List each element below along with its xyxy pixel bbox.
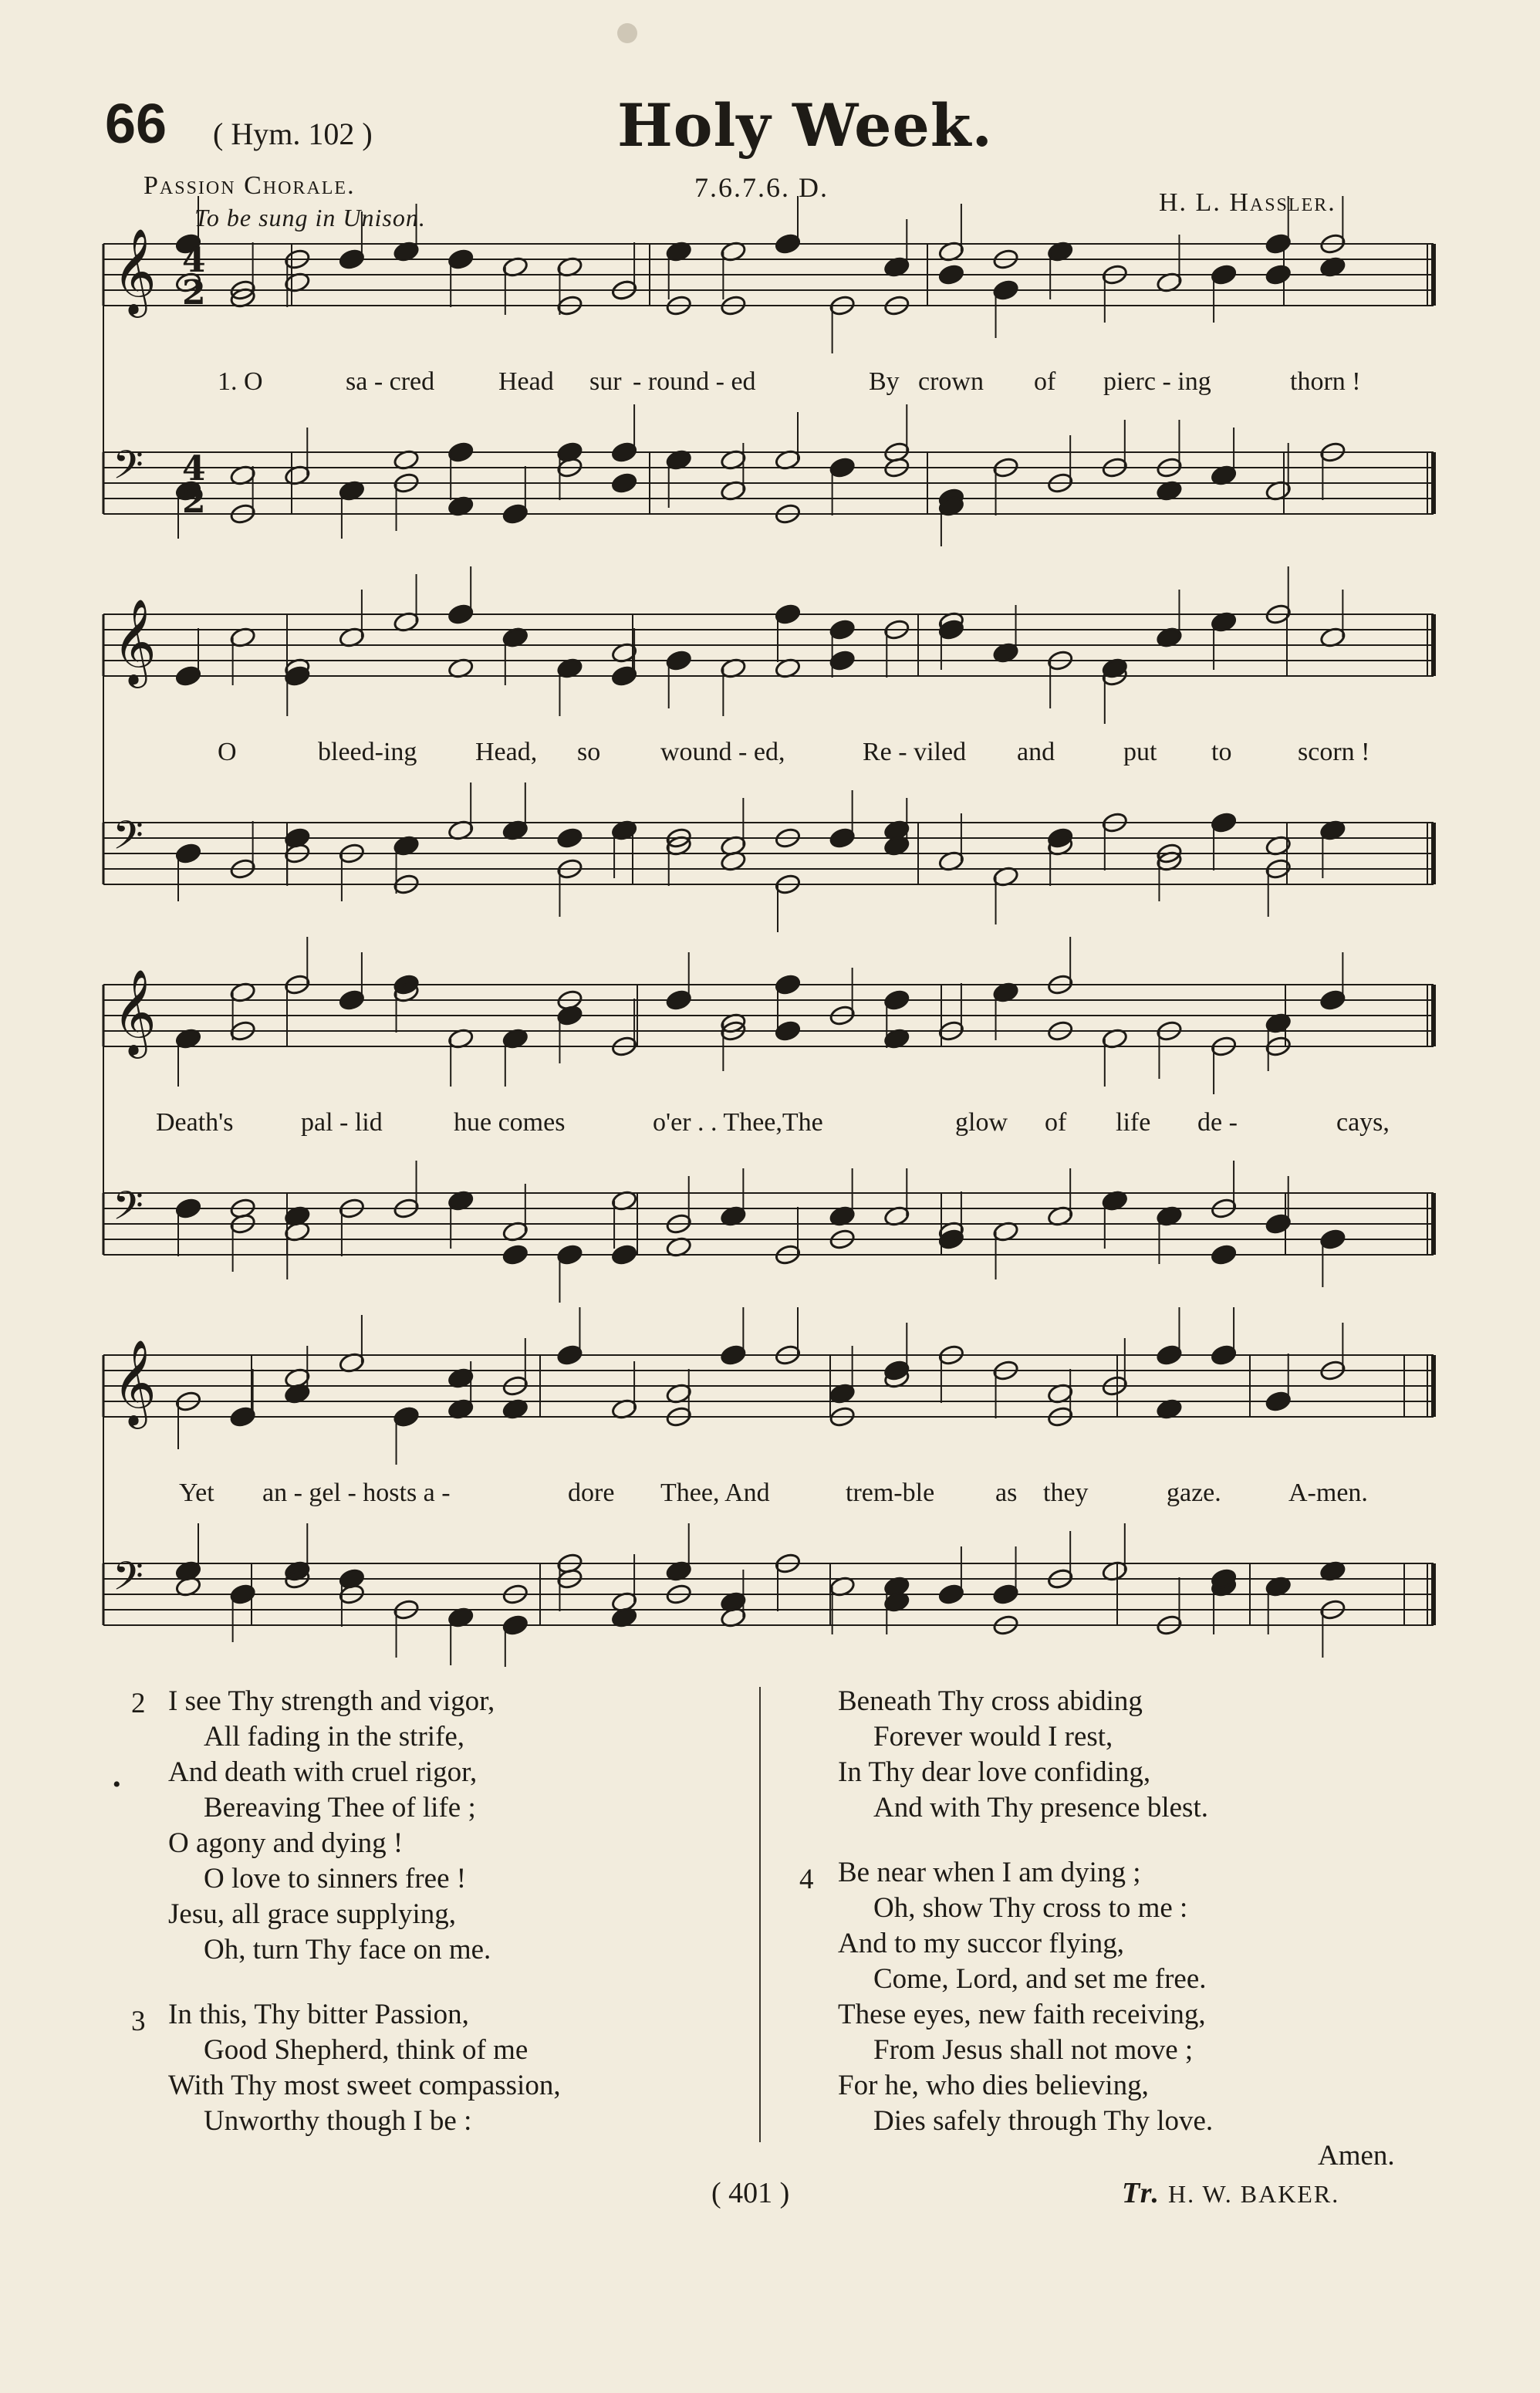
lyric-syllable: to: [1211, 738, 1232, 766]
lyric-syllable: Head: [498, 367, 554, 396]
verse-line: Jesu, all grace supplying,: [168, 1898, 456, 1930]
verse-line: For he, who dies believing,: [838, 2070, 1149, 2101]
verse-line: Bereaving Thee of life ;: [204, 1792, 476, 1823]
note-head: [1265, 263, 1292, 286]
verse-number: 4: [799, 1864, 814, 1895]
lyric-syllable: and: [1017, 738, 1055, 766]
verse-line: Forever would I rest,: [873, 1721, 1113, 1753]
tune-name: Passion Chorale.: [144, 171, 356, 200]
treble-clef: 𝄞: [113, 968, 157, 1055]
composer: H. L. Hassler.: [1159, 188, 1336, 217]
translator-prefix: Tr.: [1122, 2177, 1160, 2209]
verse-3-continued: [838, 1684, 1208, 1826]
lyric-syllable: they: [1043, 1479, 1089, 1507]
amen: Amen.: [1318, 2140, 1395, 2172]
verse-line: O love to sinners free !: [204, 1863, 467, 1894]
note-head: [937, 263, 964, 286]
lyric-syllable: thorn !: [1290, 367, 1361, 396]
bass-clef: 𝄢: [113, 1182, 144, 1239]
verse-4: [838, 1855, 1213, 2139]
meter: 7.6.7.6. D.: [694, 172, 829, 203]
verse-line: From Jesus shall not move ;: [873, 2034, 1194, 2066]
lyric-syllable: glow: [955, 1108, 1008, 1137]
column-divider: [759, 1687, 761, 2142]
verse-line: And to my succor flying,: [838, 1928, 1124, 1959]
treble-clef: 𝄞: [113, 598, 157, 684]
verse-line: O agony and dying !: [168, 1827, 404, 1859]
lyric-syllable: Thee, And: [660, 1479, 770, 1507]
verse-line: All fading in the strife,: [204, 1721, 465, 1753]
verse-number: 3: [131, 2006, 146, 2037]
lyric-syllable: Yet: [179, 1479, 214, 1507]
verse-line: Come, Lord, and set me free.: [873, 1963, 1207, 1995]
verse-line: Dies safely through Thy love.: [873, 2105, 1214, 2137]
verse-line: And with Thy presence blest.: [873, 1792, 1208, 1823]
bass-clef: 𝄢: [113, 1553, 144, 1609]
lyric-syllable: de -: [1197, 1108, 1238, 1137]
lyric-syllable: as: [995, 1479, 1018, 1507]
performance-instruction: To be sung in Unison.: [194, 204, 426, 232]
verse-line: And death with cruel rigor,: [168, 1756, 478, 1788]
lyric-syllable: put: [1123, 738, 1157, 766]
note-head: [611, 472, 638, 494]
lyric-syllable: sa - cred: [346, 367, 435, 396]
hymn-number: 66: [105, 93, 167, 155]
lyric-syllable: cays,: [1336, 1108, 1390, 1137]
lyric-syllable: bleed-ing: [318, 738, 417, 766]
treble-clef: 𝄞: [113, 1339, 157, 1425]
lyric-syllable: o'er . . Thee,The: [653, 1108, 823, 1137]
lyric-syllable: wound - ed,: [660, 738, 785, 766]
verse-number: 2: [131, 1688, 146, 1719]
time-signature-bottom: 2: [182, 482, 206, 521]
lyric-syllable: scorn !: [1298, 738, 1370, 766]
verse-line: Oh, turn Thy face on me.: [204, 1934, 491, 1965]
verse-2: [168, 1684, 495, 1968]
hymn-reference: ( Hym. 102 ): [213, 117, 373, 151]
verse-line: These eyes, new faith receiving,: [838, 1999, 1206, 2030]
lyric-syllable: an - gel - hosts a -: [262, 1479, 451, 1507]
bullet-mark: •: [113, 1772, 121, 1797]
translator-name: H. W. BAKER.: [1168, 2180, 1340, 2208]
lyric-syllable: crown: [918, 367, 984, 396]
lyric-syllable: By: [869, 367, 900, 396]
lyric-syllable: of: [1034, 367, 1056, 396]
verse-line: In this, Thy bitter Passion,: [168, 1999, 469, 2030]
lyric-syllable: - round - ed: [633, 367, 756, 396]
lyric-syllable: A-men.: [1288, 1479, 1368, 1507]
verse-line: With Thy most sweet compassion,: [168, 2070, 561, 2101]
lyric-syllable: trem-ble: [846, 1479, 935, 1507]
verse-line: Oh, show Thy cross to me :: [873, 1892, 1188, 1924]
translator-credit: [1122, 2176, 1339, 2210]
page-title: Holy Week.: [617, 91, 993, 160]
lyric-syllable: of: [1045, 1108, 1067, 1137]
bass-clef: 𝄢: [113, 441, 144, 498]
lyric-syllable: 1. O: [218, 367, 263, 396]
note-head: [1211, 1243, 1238, 1266]
treble-clef: 𝄞: [113, 228, 157, 314]
lyric-syllable: gaze.: [1167, 1479, 1221, 1507]
time-signature-top: 4: [182, 241, 206, 280]
time-signature-bottom: 2: [182, 273, 206, 313]
bass-clef: 𝄢: [113, 812, 144, 868]
lyric-syllable: pierc - ing: [1103, 367, 1211, 396]
lyric-syllable: Head,: [475, 738, 538, 766]
note-head: [556, 826, 583, 849]
lyric-syllable: pal - lid: [301, 1108, 383, 1137]
time-signature-top: 4: [182, 449, 206, 488]
lyric-syllable: O: [218, 738, 237, 766]
verse-line: Beneath Thy cross abiding: [838, 1685, 1143, 1717]
lyric-syllable: life: [1116, 1108, 1151, 1137]
lyric-syllable: Death's: [156, 1108, 234, 1137]
lyric-syllable: sur: [589, 367, 622, 396]
verse-line: In Thy dear love confiding,: [838, 1756, 1151, 1788]
lyric-syllable: Re - viled: [863, 738, 967, 766]
verse-3: [168, 1997, 561, 2139]
lyric-syllable: so: [577, 738, 601, 766]
verse-line: Good Shepherd, think of me: [204, 2034, 529, 2066]
verse-line: Unworthy though I be :: [204, 2105, 472, 2137]
verse-line: Be near when I am dying ;: [838, 1857, 1141, 1888]
lyric-syllable: dore: [568, 1479, 615, 1507]
note-head: [502, 1243, 529, 1266]
verse-line: I see Thy strength and vigor,: [168, 1685, 495, 1717]
page-number: ( 401 ): [711, 2177, 790, 2209]
lyric-syllable: hue comes: [454, 1108, 566, 1137]
